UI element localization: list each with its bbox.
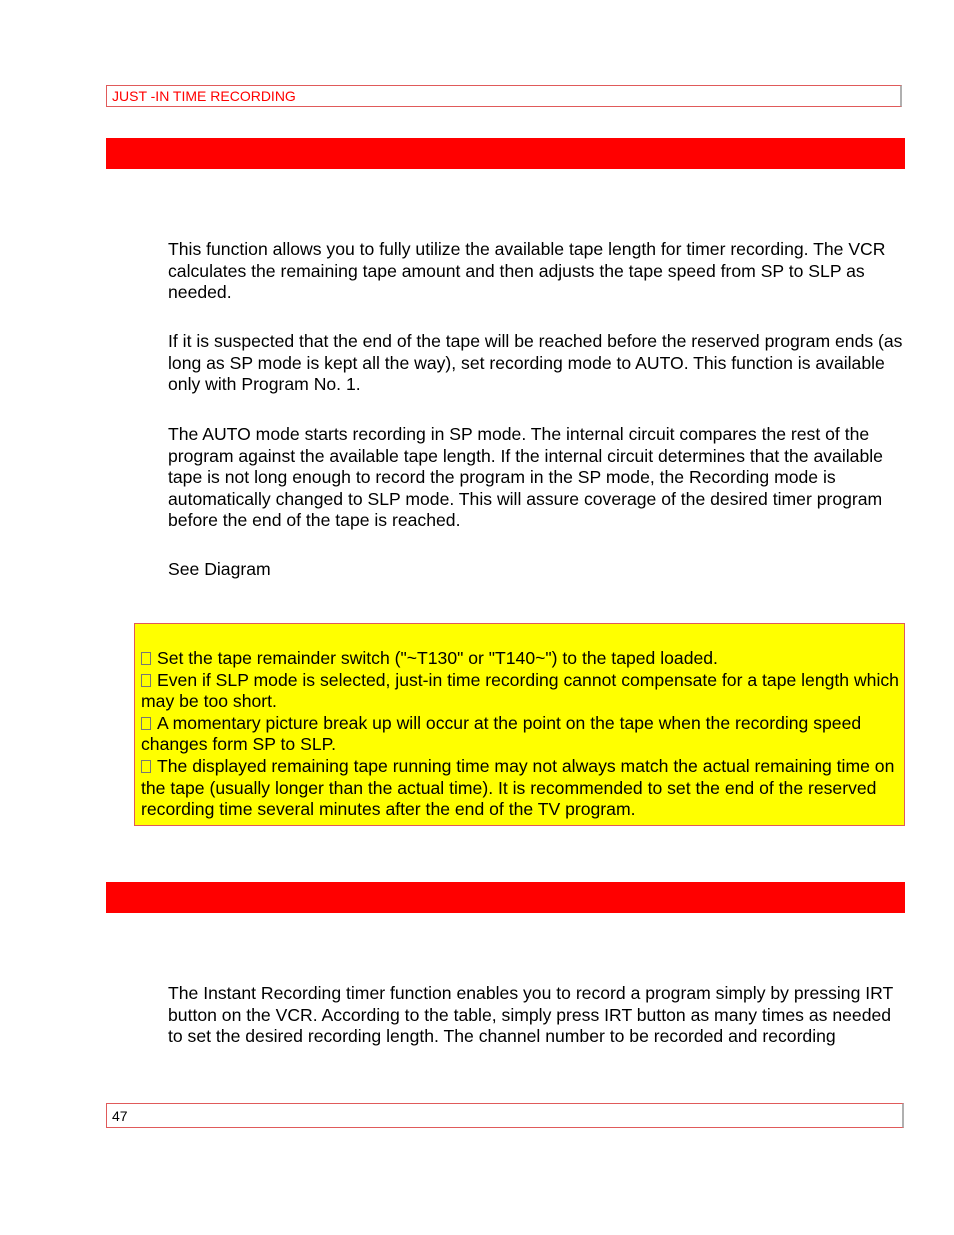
notes-box	[134, 623, 905, 826]
bullet-box-icon	[141, 760, 151, 773]
intro-paragraph: This function allows you to fully utilize the available tape length for timer recording. The VCR calculates the remaining tape amount and then adjusts the tape speed from SP to SLP as needed.	[168, 239, 886, 303]
page-number: 47	[112, 1108, 128, 1124]
bullet-box-icon	[141, 674, 151, 687]
auto-mode-paragraph: If it is suspected that the end of the tape will be reached before the reserved program ends (as long as SP mode is kept all the way), set recording mode to AUTO. This function is available only with Program No. 1.	[168, 331, 903, 395]
header-title: JUST -IN TIME RECORDING	[112, 88, 296, 104]
page-header	[106, 85, 902, 107]
see-diagram-text: See Diagram	[168, 559, 271, 579]
note-item: The displayed remaining tape running time may not always match the actual remaining time on the tape (usually longer than the actual time). It is recommended to set the end of the reserved recording time several minutes after the end of the TV program.	[141, 755, 895, 820]
bullet-box-icon	[141, 717, 151, 730]
section-bar-bottom	[106, 882, 905, 913]
note-item: Set the tape remainder switch ("~T130" or "T140~") to the taped loaded.	[141, 648, 900, 670]
auto-description-paragraph: The AUTO mode starts recording in SP mode. The internal circuit compares the rest of the program against the available tape length. If the internal circuit determines that the available tape is not long enough to record the program in the SP mode, the Recording mode is automatically changed to SLP mode. This will assure coverage of the desired timer program before the end of the tape is reached.	[168, 424, 883, 531]
note-item: Even if SLP mode is selected, just-in time recording cannot compensate for a tape length which may be too short.	[141, 669, 899, 712]
page-footer	[106, 1103, 904, 1128]
section-bar-top	[106, 138, 905, 169]
note-item: A momentary picture break up will occur at the point on the tape when the recording speed changes form SP to SLP.	[141, 712, 862, 755]
instant-recording-paragraph: The Instant Recording timer function enables you to record a program simply by pressing IRT button on the VCR. According to the table, simply press IRT button as many times as needed to set the desired recording length. The channel number to be recorded and recording	[168, 983, 893, 1047]
bullet-box-icon	[141, 652, 151, 665]
